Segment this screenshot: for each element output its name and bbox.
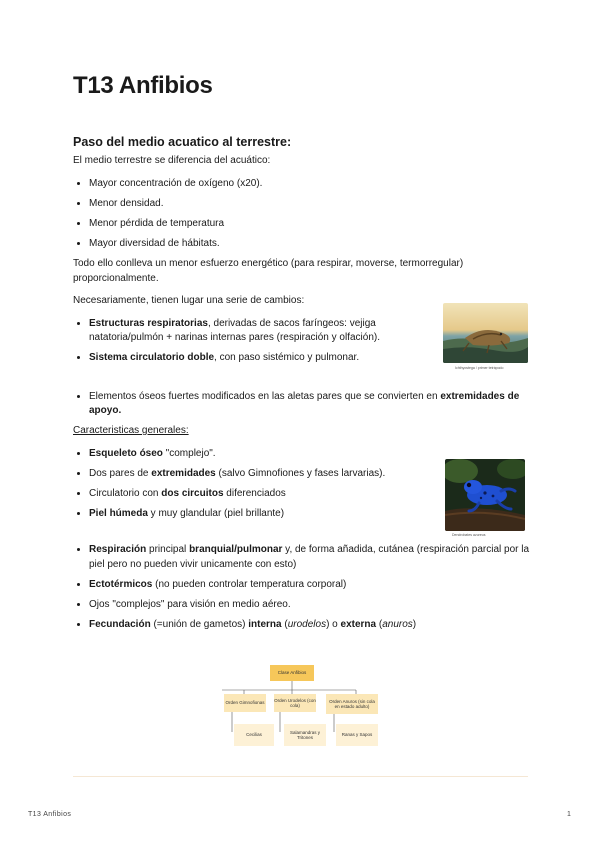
bold-term: dos circuitos — [161, 487, 224, 499]
item-text: (no pueden controlar temperatura corporal) — [152, 578, 347, 590]
page-number: 1 — [567, 811, 572, 818]
classification-diagram — [222, 662, 382, 750]
item-text: ) — [412, 618, 417, 630]
list-item: • Menor pérdida de temperatura — [89, 217, 533, 232]
item-text: ( — [281, 618, 288, 630]
footer-title: T13 Anfibios — [28, 811, 72, 818]
list-item — [89, 351, 419, 366]
changes-list-continued — [73, 390, 533, 419]
bold-term: Sistema circulatorio doble — [89, 352, 215, 363]
tetrapod-caption: Ichthyostega / primer tetrápodo — [455, 366, 504, 370]
list-item: • Mayor diversidad de hábitats. — [89, 237, 533, 252]
divider — [73, 776, 528, 777]
item-text: y muy glandular (piel brillante) — [147, 507, 285, 519]
item-text: (=unión de gametos) — [150, 618, 249, 630]
frog-photo — [445, 459, 525, 531]
energy-paragraph: Todo ello conlleva un menor esfuerzo energético (para respirar, moverse, termorregular) proporcionalmente. — [73, 258, 464, 284]
document-body — [73, 134, 533, 638]
list-item — [89, 487, 419, 502]
item-text: diferenciados — [223, 487, 286, 499]
page-title: T13 Anfibios — [73, 72, 213, 99]
bold-term: Piel húmeda — [89, 507, 148, 519]
list-item: • Ojos "complejos" para visión en medio aéreo. — [89, 598, 533, 613]
diagram-ranas: Ranas y Sapos — [336, 724, 378, 746]
bold-term: Estructuras respiratorias — [89, 317, 208, 329]
characteristics-list — [73, 447, 419, 522]
changes-paragraph: Necesariamente, tienen lugar una serie de cambios: — [73, 295, 305, 306]
list-item: • Mayor concentración de oxígeno (x20). — [89, 177, 533, 192]
diagram-salamandras: Salamandras y Tritones — [284, 724, 326, 746]
bold-term: externa — [340, 618, 377, 630]
tetrapod-photo — [443, 303, 528, 363]
tetrapod-illustration — [443, 303, 528, 363]
diagram-order-gimnofionas: Orden Gimnofionas — [224, 694, 266, 712]
list-item — [89, 543, 533, 572]
diagram-class-node: Clase Anfibios — [270, 665, 314, 681]
environment-list — [73, 177, 533, 252]
bold-term: Ectotérmicos — [89, 578, 153, 590]
section-heading-transition: Paso del medio acuatico al terrestre: — [73, 135, 292, 149]
intro-text: El medio terrestre se diferencia del acuático: — [73, 155, 271, 166]
bold-term: interna — [248, 618, 282, 630]
item-text: , con paso sistémico y pulmonar. — [214, 352, 360, 363]
diagram-order-urodelos: Orden Urodelos (con cola) — [274, 694, 316, 712]
bold-term: Respiración — [89, 544, 147, 555]
item-text: Circulatorio con — [89, 487, 162, 499]
list-item — [89, 447, 419, 462]
list-item — [89, 618, 533, 633]
diagram-cecilias: Cecilias — [234, 724, 274, 746]
bold-term: Fecundación — [89, 618, 151, 630]
item-text: y, de forma añadida, cutánea (respiración parcial por la piel pero no pueden vivir unicamente con esto) — [89, 544, 530, 570]
diagram-order-anuros: Orden Anuros (sin cola en estado adulto) — [326, 694, 378, 714]
italic-term: anuros — [382, 618, 413, 630]
changes-list — [73, 317, 419, 366]
item-text: Dos pares de — [89, 467, 152, 479]
characteristics-list-continued — [73, 543, 533, 632]
bold-term: Esqueleto óseo — [89, 447, 163, 459]
blue-frog-illustration — [445, 459, 525, 531]
item-text: "complejo". — [162, 447, 216, 459]
list-item — [89, 467, 419, 482]
bold-term: extremidades de apoyo. — [89, 390, 520, 416]
frog-caption: Dendrobates azureus — [452, 533, 486, 537]
item-text: , derivadas de sacos faríngeos: vejiga natatoria/pulmón + narinas internas pares (respiración y olfación). — [89, 317, 380, 343]
italic-term: urodelos — [287, 618, 327, 630]
item-text: ) o — [326, 618, 341, 630]
item-text: principal — [146, 544, 190, 555]
list-item — [89, 507, 419, 522]
item-text: Elementos óseos fuertes modificados en las aletas pares que se convierten en — [89, 390, 441, 402]
section-heading-characteristics: Caracteristicas generales: — [73, 425, 189, 436]
item-text: (salvo Gimnofiones y fases larvarias). — [215, 467, 386, 479]
list-item — [89, 390, 533, 419]
bold-term: branquial/pulmonar — [189, 544, 283, 555]
item-text: ( — [376, 618, 383, 630]
list-item — [89, 578, 533, 593]
list-item — [89, 317, 419, 346]
bold-term: extremidades — [151, 467, 216, 479]
list-item: • Menor densidad. — [89, 197, 533, 212]
